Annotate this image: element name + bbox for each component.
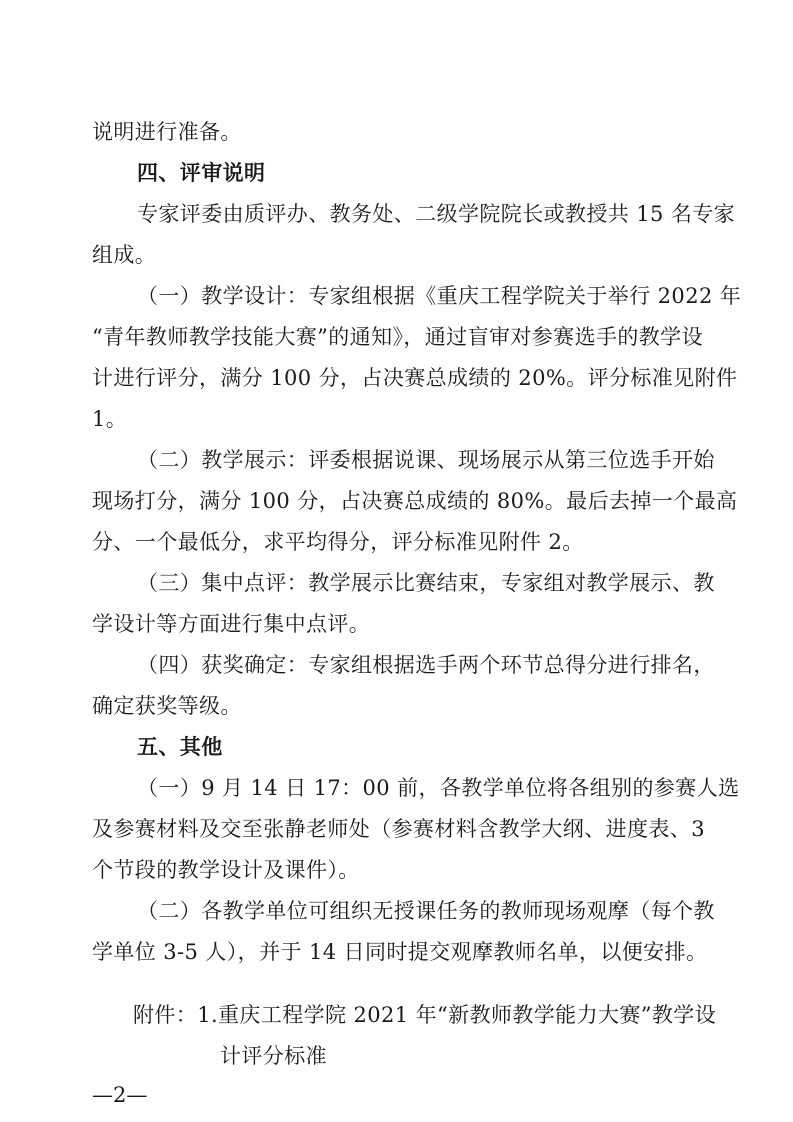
attachment-line: 附件：1.重庆工程学院 2021 年“新教师教学能力大赛”教学设: [133, 1003, 717, 1027]
body-text-line: （一）教学设计：专家组根据《重庆工程学院关于举行 2022 年: [137, 284, 742, 308]
body-text-line: 确定获奖等级。: [92, 694, 242, 718]
body-text-line: （二）教学展示：评委根据说课、现场展示从第三位选手开始: [137, 448, 715, 472]
section-heading-review: 四、评审说明: [137, 160, 266, 185]
body-text-line: 学单位 3-5 人），并于 14 日同时提交观摩教师名单，以便安排。: [92, 940, 708, 964]
section-heading-other: 五、其他: [137, 734, 223, 759]
body-text-line: 1。: [92, 407, 128, 431]
attachment-line-continued: 计评分标准: [220, 1044, 327, 1068]
body-text-line: 专家评委由质评办、教务处、二级学院院长或教授共 15 名专家: [137, 202, 736, 226]
body-text-line: （一）9 月 14 日 17：00 前，各教学单位将各组别的参赛人选: [137, 776, 740, 800]
body-text-line: 说明进行准备。: [92, 120, 242, 144]
page-number: —2—: [92, 1083, 148, 1107]
body-text-line: （四）获奖确定：专家组根据选手两个环节总得分进行排名，: [137, 653, 715, 677]
body-text-line: （二）各教学单位可组织无授课任务的教师现场观摩（每个教: [137, 899, 715, 923]
body-text-line: 计进行评分，满分 100 分，占决赛总成绩的 20%。评分标准见附件: [92, 366, 738, 390]
body-text-line: （三）集中点评：教学展示比赛结束，专家组对教学展示、教: [137, 571, 715, 595]
body-text-line: 及参赛材料及交至张静老师处（参赛材料含教学大纲、进度表、3: [92, 817, 705, 841]
body-text-line: 分、一个最低分，求平均得分，评分标准见附件 2。: [92, 530, 584, 554]
body-text-line: 学设计等方面进行集中点评。: [92, 612, 371, 636]
body-text-line: 现场打分，满分 100 分，占决赛总成绩的 80%。最后去掉一个最高: [92, 489, 738, 513]
body-text-line: 组成。: [92, 243, 157, 267]
body-text-line: 个节段的教学设计及课件）。: [92, 858, 360, 882]
body-text-line: “青年教师教学技能大赛”的通知》，通过盲审对参赛选手的教学设: [92, 325, 703, 349]
